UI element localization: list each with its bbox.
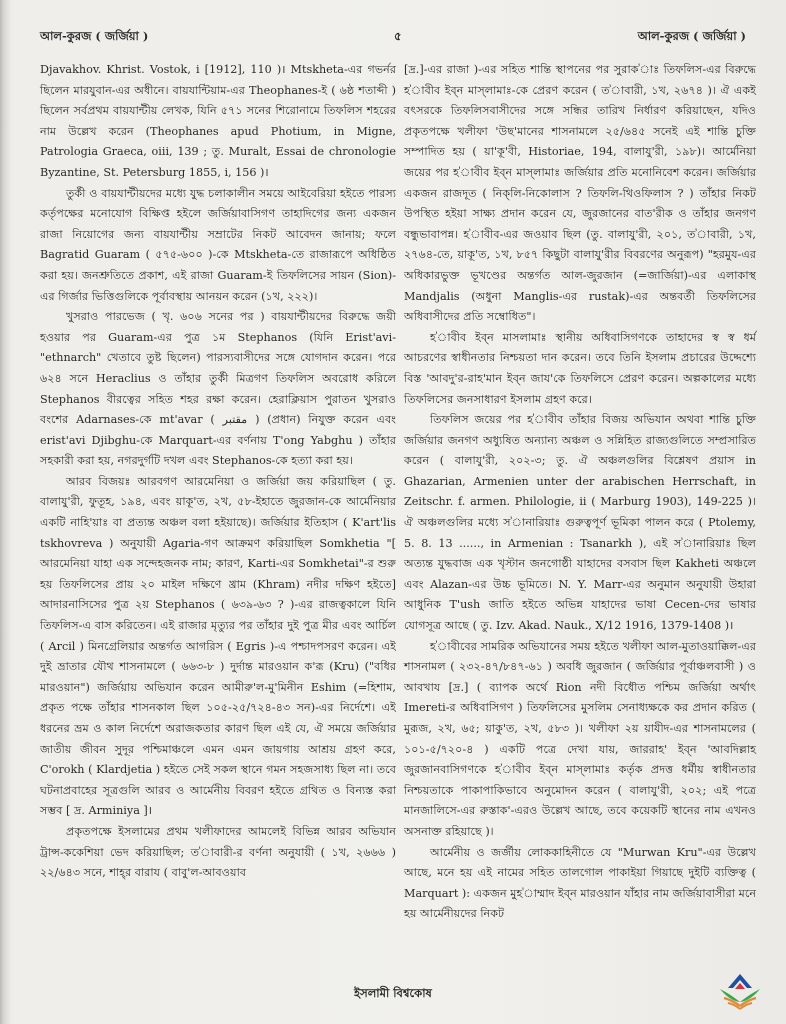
right-column (404, 60, 756, 925)
page-footer: ইসলামী বিশ্বকোষ (354, 986, 432, 1000)
page-number: ৫ (394, 29, 402, 43)
paragraph: [দ্র.]-এর রাজা )-এর সহিত শান্তি স্থাপনের পর সুরাক'াঃ তিফলিস-এর বিরুদ্ধে হ'াবীব ইব্‌ন মাস্‌লামাঃ-কে প্রেরণ করেন ( ত'াবারী, ১খ, ২৬৭৪ )। ঐ একই বৎসরকে তিফলিসবাসীদের সঙ্গে সন্ধির তারিখ নির্ধারণ করিয়াছেন, যদিও প্রকৃতপক্ষে খলীফা 'উছ'মানের শাসনামলে ২৫/৬৪৫ সনেই এই শান্তি চুক্তি সম্পাদিত হয় ( য়া'কূ'বী, Historiae, 194, বালাযু'রী, ১৯৮)। আর্মেনিয়া জয়ের পর হ'াবীব ইব্‌ন মাস্‌লামাঃ জর্জিয়ার প্রতি মনোনিবেশ করেন। জর্জিয়ার একজন রাজদূত ( নিক্‌লি-নিকোলাস ? তিফলি-থিওফিলাস ? ) তাঁহার নিকট উপস্থিত হইয়া সাক্ষ্য প্রদান করেন যে, জুরজানের বাত'রীক ও তাঁহার জনগণ বন্ধুভাবাপন্ন। হ'াবীব-এর জওয়াব ছিল (তু. বালাযু'রী, ২০১, ত'াবারী, ১খ, ২৭৬৪-তে, য়াকূ'ত, ১খ, ৮৫৭ কিছুটা বালাযু'রীর বিবরণের অনুরূপ) "হরমুয-এর অধিকারভুক্ত ভূখণ্ডের অন্তর্গত আল-জুরজান (=জার্জিয়া)-এর এলাকাস্থ Mandjalis (অধুনা Manglis-এর rustak)-এর অন্তবর্তী তিফলিসের অধিবাসীদের প্রতি সম্বোধিত"। (404, 63, 756, 324)
paragraph: আরব বিজয়ঃ আরবগণ আরমেনিয়া ও জর্জিয়া জয় করিয়াছিল ( তু. বালাযু'রী, ফুতূহ, ১৯৪, এবং য়াকূ'ত, ২খ, ৫৮-ইহাতে জুরজান-কে আর্মেনিয়ার একটি নাহি'য়াঃ বা প্রত্যন্ত অঞ্চল বলা হইয়াছে)। জর্জিয়ার ইতিহাস ( K'art'lis tskhovreva ) অনুযায়ী Agaria-গণ আক্রমণ করিয়াছিল Somkhetia "[ আরমেনিয়া যাহা এক সন্দেহজনক নাম; কারণ, Karti-এর Somkhetai"-র শুরু হয় তিফলিসের প্রায় ২০ মাইল দক্ষিণে খ্রাম (Khram) নদীর দক্ষিণ হইতে] আদারনাসিসের পুত্র ২য় Stephanos ( ৬৩৯-৬৩ ? )-এর রাজত্বকালে যিনি তিফলিস-এ বাস করিতেন। এই রাজার মৃত্যুর পর তাঁহার দুই পুত্র মীর এবং আর্চিল ( Arcil ) মিনগ্রেলিয়ার অন্তর্গত আগরিস ( Egris )-এ পশ্চাদপসরণ করেন। এই দুই ভ্রাতার যৌথ শাসনামলে ( ৬৬৩-৮ ) দুর্দান্ত মারওয়ান ক'রূ (Kru) ("বধির মারওয়ান") জর্জিয়ায় অভিযান করেন আমীরু'ল-মু'মিনীন Eshim (=হিশাম, প্রকৃত পক্ষে তাঁহার শাসনকাল ছিল ১০৫-২৫/৭২৪-৪৩ সন)-এর নির্দেশে। এই ধরনের ভ্রম ও কাল নির্দেশে অরাজকতার কারণ ছিল এই যে, ঐ সময়ে জর্জিয়ার জাতীয় জীবন সুদূর পশ্চিমাঞ্চলে এমন এমন জায়গায় আশ্রয় গ্রহণ করে, C'orokh ( Klardjetia ) হইতে সেই সকল স্থানে গমন সহজসাধ্য ছিল না। তবে ঘটনাপ্রবাহের সূত্রগুলি আরব ও আর্মেনীয় বিবরণ হইতে গ্রথিত ও বিন্যস্ত করা সম্ভব [ দ্র. Arminiya ]। (40, 474, 396, 818)
paragraph: তুর্কী ও বায়যান্টীয়দের মধ্যে যুদ্ধ চলাকালীন সময়ে আইবেরিয়া হইতে পারস্য কর্তৃপক্ষের মনোযোগ বিক্ষিপ্ত হইলে জর্জিয়াবাসিগণ তাহাদিগের জন্য একজন রাজা নিয়োগের জন্য বায়যান্টীয় সম্রাটের নিকট আবেদন জানায়; ফলে Bagratid Guaram ( ৫৭৫-৬০০ )-কে Mtskheta-তে রাজারূপে অধিষ্ঠিত করা হয়। জনশ্রুতিতে প্রকাশ, এই রাজা Guaram-ই তিফলিসের সায়ন (Sion)-এর গির্জার ভিত্তিগুলিকে পূর্বাবস্থায় আনয়ন করেন (১খ, ২২২)। (40, 186, 396, 303)
paragraph: হ'াবীবের সামরিক অভিযানের সময় হইতে খলীফা আল-মুতাওয়াক্কিল-এর শাসনামল ( ২৩২-৪৭/৮৪৭-৬১ ) অবধি জুরজান ( জর্জিয়ার পূর্বাঞ্চলবাসী ) ও আবখায [দ্র.] ( ব্যাপক অর্থে Rion নদী বিধৌত পশ্চিম জর্জিয়া অর্থাৎ Imereti-র অধিবাসিগণ ) তিফলিসের মুসলিম সেনাধ্যক্ষকে কর প্রদান করিত ( মুরূজ, ২খ, ৬৫; য়াকু'ত, ২খ, ৫৮৩ )। খলীফা ২য় য়াযীদ-এর শাসনামলের ( ১০১-৫/৭২০-৪ ) একটি পত্রে দেখা যায়, জাররাহ' ইব্‌ন 'আবদিল্লাহ জুরজানবাসিগণকে হ'াবীব ইব্‌ন মাস্‌লামাঃ কর্তৃক প্রদত্ত ধর্মীয় স্বাধীনতার নিশ্চয়তাকে পাকাপাকিভাবে অনুমোদন করেন ( বালাযু'রী, ২০২; এই পত্রে মানজালিসে-এর রুস্তাক'-এরও উল্লেখ আছে, তবে কয়েকটি স্থানের নাম এখনও অসনাক্ত রহিয়াছে )। (404, 639, 756, 838)
paragraph: আর্মেনীয় ও জর্জীয় লোককাহিনীতে যে "Murwan Kru"-এর উল্লেখ আছে, মনে হয় এই নামের সহিত তালগোল পাকাইয়া গিয়াছে দুইটি ব্যক্তিত্ব ( Marquart ): একজন মুহ'াম্মাদ ইব্‌ন মারওয়ান যাঁহার নাম জর্জিয়াবাসীরা মনে হয় আর্মেনীয়দের নিকট (404, 845, 756, 921)
running-head-left: আল-কুরজ ( জর্জিয়া ) (40, 29, 149, 43)
page-header (0, 28, 786, 46)
paragraph: হ'াবীব ইব্‌ন মাসলামাঃ স্থানীয় অধিবাসিগণকে তাহাদের স্ব স্ব ধর্ম আচরণের স্বাধীনতার নিশ্চয়তা দান করেন। তবে তিনি ইসলাম প্রচারের উদ্দেশ্যে বিস্ত 'আবদু'র-রাহ'মান ইব্‌ন জায'কে তিফলিসে প্রেরণ করেন। অল্পকালের মধ্যে তিফলিসের জনসাধারণ ইসলাম গ্রহণ করে। (404, 330, 756, 406)
paragraph: খুসরাও পারভেজ ( খৃ. ৬০৬ সনের পর ) বায়যান্টীয়দের বিরুদ্ধে জয়ী হওয়ার পর Guaram-এর পুত্র ১ম Stephanos (যিনি Erist'avi-"ethnarch" খেতাবে তুষ্ট ছিলেন) পারস্যবাসীদের সঙ্গে যোগদান করেন। পরে ৬২৪ সনে Heraclius ও তাঁহার তুর্কী মিত্রগণ তিফলিস অবরোধ করিলে Stephanos বীরত্বের সহিত শহর রক্ষা করেন। হেরাক্লিয়াস পুরাতন খুসরাও বংশের Adarnases-কে mt'avar ( مقتبر ) (প্রধান) নিযুক্ত করেন এবং erist'avi Djibghu-কে Marquart-এর বর্ণনায় T'ong Yabghu ) তাঁহার সহকারী করা হয়, নগরদুর্গটি দখল এবং Stephanos-কে হত্যা করা হয়। (40, 310, 396, 468)
paragraph: প্রকৃতপক্ষে ইসলামের প্রথম খলীফাদের আমলেই বিভিন্ন আরব অভিযান ট্রান্স-ককেশিয়া ভেদ করিয়াছিল; ত'াবারী-র বর্ণনা অনুযায়ী ( ১খ, ২৬৬৬ ) ২২/৬৪৩ সনে, শাহ্‌র বারায ( বাবু'ল-আবওয়াব (40, 824, 396, 880)
paragraph: Djavakhov. Khrist. Vostok, i [1912], 110 )। Mtskheta-এর গভর্নর ছিলেন মারযুবান-এর অধীনে। বায়যান্টিয়াম-এর Theophanes-ই ( ৬ষ্ঠ শতাব্দী ) ছিলেন সর্বপ্রথম বায়যান্টীয় লেখক, যিনি ৫৭১ সনের শিরোনামে তিফলিস শহরের নাম উল্লেখ করেন (Theophanes apud Photium, in Migne, Patrologia Graeca, oiii, 139 ; তু. Muralt, Essai de chronologie Byzantine, St. Petersburg 1855, i, 156 )। (40, 63, 396, 179)
paragraph: তিফলিস জয়ের পর হ'াবীব তাঁহার বিজয় অভিযান অথবা শান্তি চুক্তি জর্জিয়ার জনগণ অধ্যুষিত অন্যান্য অঞ্চল ও সন্নিহিত রাজ্যগুলিতে সম্প্রসারিত করেন ( বালাযু'রী, ২০২-৩; তু. ঐ অঞ্চলগুলির বিশ্লেষণ প্রয়াস in Ghazarian, Armenien unter der arabischen Herrschaft, in Zeitschr. f. armen. Philologie, ii ( Marburg 1903), 149-225 )। ঐ অঞ্চলগুলির মধ্যে স'ানারিয়াঃ গুরুত্বপূর্ণ ভূমিকা পালন করে ( Ptolemy, 5. 8. 13 ......, in Armenian : Tsanarkh ), এই স'ানারিয়াঃ ছিল অত্যন্ত যুদ্ধবাজ এক খৃস্টান জনগোষ্ঠী যাহাদের বসবাস ছিল Kakheti অঞ্চলে এবং Alazan-এর উচ্চ ভূমিতে। N. Y. Marr-এর অনুমান অনুযায়ী উহারা আধুনিক T'ush জাতি হইতে অভিন্ন যাহাদের ভাষা Cecen-দের ভাষার যোগসূত্র আছে ( তু. Izv. Akad. Nauk., X/12 1916, 1379-1408 )। (404, 413, 756, 633)
book-logo-icon (716, 972, 764, 1010)
left-column (40, 60, 396, 884)
running-head-right: আল-কুরজ ( জর্জিয়া ) (637, 29, 746, 43)
